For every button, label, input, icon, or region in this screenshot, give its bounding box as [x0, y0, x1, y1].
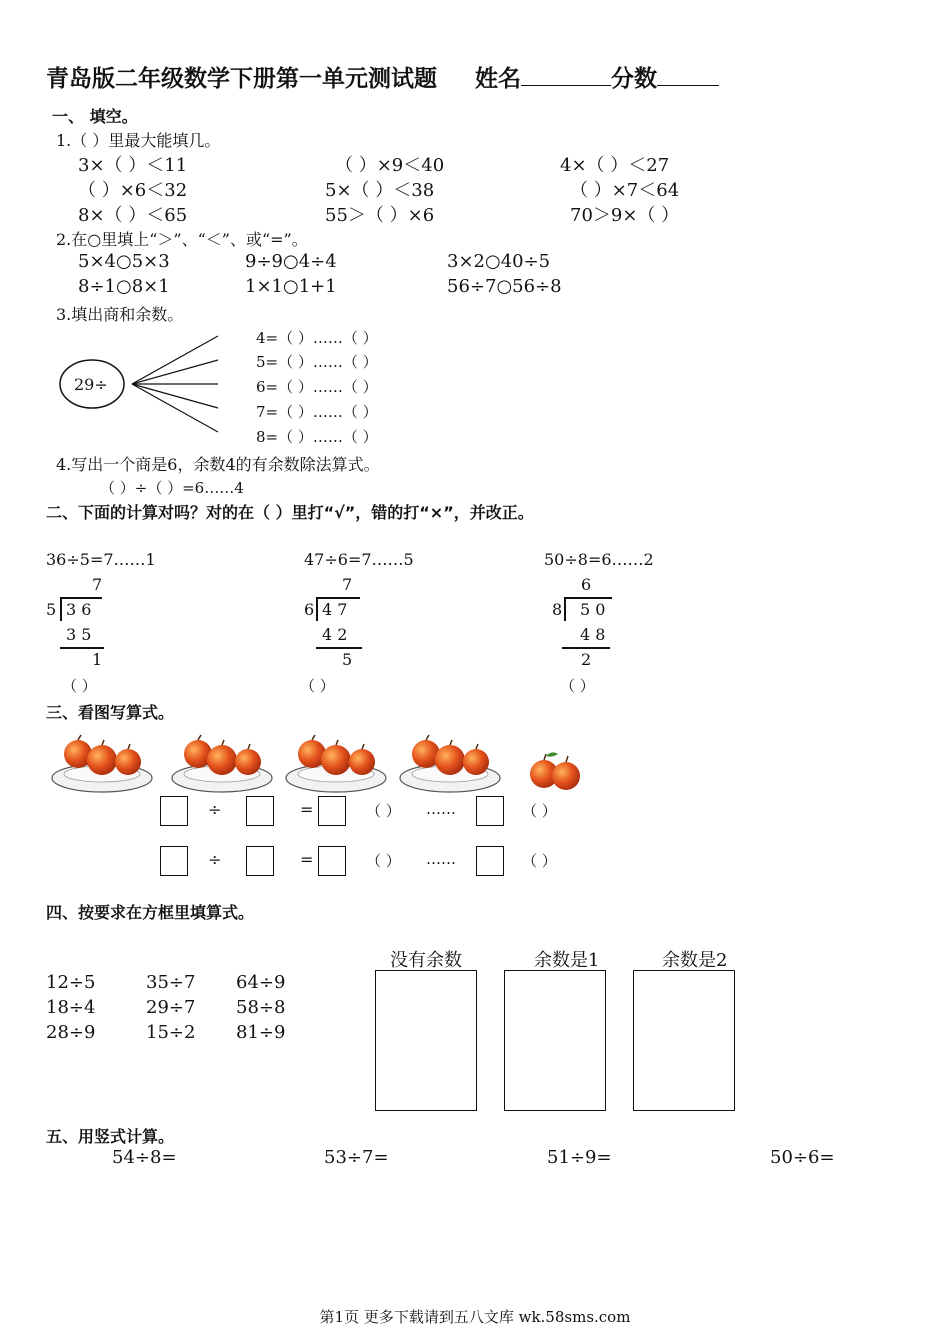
q1-item: 55＞（ ）×6	[325, 205, 435, 226]
q1-item: 3×（ ）＜11	[78, 155, 188, 176]
answer-box-divisor[interactable]	[246, 846, 274, 876]
division-bracket	[564, 597, 566, 621]
section-1-heading: 一、 填空。	[52, 107, 138, 126]
division-sign: ÷	[208, 850, 222, 869]
unit-paren[interactable]: （ ）	[522, 802, 557, 820]
division-quotient: 7	[342, 575, 353, 594]
q2-item: 9÷9○4÷4	[245, 251, 337, 272]
section-5-heading: 五、用竖式计算。	[46, 1127, 175, 1146]
apple-plates-illustration	[50, 728, 590, 800]
remainder-dots: ……	[426, 800, 456, 818]
section-3-heading: 三、看图写算式。	[46, 703, 175, 722]
box-label-remainder-2: 余数是2	[662, 950, 728, 971]
expression-item: 28÷9	[46, 1022, 96, 1043]
q3-branch-line	[132, 336, 218, 384]
answer-paren[interactable]: （ ）	[560, 677, 595, 695]
q3-label: 3.填出商和余数。	[56, 305, 184, 324]
q3-item: 8=（ ）……（ ）	[256, 428, 378, 446]
division-divisor: 8	[552, 600, 563, 619]
name-blank[interactable]	[521, 83, 611, 86]
division-quotient: 6	[581, 575, 592, 594]
division-bracket	[60, 597, 62, 621]
q2-item: 1×1○1+1	[245, 276, 337, 297]
plate-of-apples-3	[286, 735, 386, 792]
answer-box-divisor[interactable]	[246, 796, 274, 826]
expression-item: 81÷9	[236, 1022, 286, 1043]
q1-item: 70＞9×（ ）	[570, 205, 680, 226]
answer-box-quotient[interactable]	[318, 796, 346, 826]
division-dividend: 5 0	[580, 600, 606, 619]
q2-label: 2.在○里填上“＞”、“＜”、或“=”。	[56, 230, 308, 249]
title-text: 青岛版二年级数学下册第一单元测试题	[46, 66, 437, 92]
expression-item: 29÷7	[146, 997, 196, 1018]
q1-item: （ ）×7＜64	[570, 180, 680, 201]
division-dividend: 3 6	[66, 600, 92, 619]
q1-item: （ ）×9＜40	[335, 155, 445, 176]
q3-item: 5=（ ）……（ ）	[256, 353, 378, 371]
expression-item: 35÷7	[146, 972, 196, 993]
page-footer: 第1页 更多下载请到五八文库 wk.58sms.com	[319, 1308, 631, 1326]
remainder-dots: ……	[426, 850, 456, 868]
expression-item: 12÷5	[46, 972, 96, 993]
division-quotient: 7	[92, 575, 103, 594]
division-divisor: 5	[46, 600, 57, 619]
division-bar	[316, 597, 360, 599]
unit-paren[interactable]: （ ）	[366, 802, 401, 820]
score-label: 分数	[611, 66, 658, 92]
q2-item: 3×2○40÷5	[447, 251, 551, 272]
q3-branch-line	[132, 384, 218, 432]
division-bracket	[316, 597, 318, 621]
division-product: 3 5	[66, 625, 92, 644]
answer-box-remainder[interactable]	[476, 796, 504, 826]
answer-paren[interactable]: （ ）	[62, 677, 97, 695]
box-label-no-remainder: 没有余数	[390, 950, 462, 971]
q3-branch-line	[132, 384, 218, 408]
division-bar	[60, 597, 102, 599]
answer-box-remainder[interactable]	[476, 846, 504, 876]
vertical-calc-problem: 54÷8=	[112, 1147, 177, 1168]
division-expression: 50÷8=6……2	[544, 550, 654, 569]
box-label-remainder-1: 余数是1	[534, 950, 600, 971]
q2-item: 5×4○5×3	[78, 251, 170, 272]
page-title	[46, 60, 719, 93]
section-2-heading: 二、下面的计算对吗？对的在（ ）里打“√”，错的打“×”，并改正。	[46, 503, 534, 522]
q1-item: 8×（ ）＜65	[78, 205, 188, 226]
q2-item: 56÷7○56÷8	[447, 276, 562, 297]
subtraction-line	[316, 647, 362, 649]
subtraction-line	[60, 647, 104, 649]
answer-paren[interactable]: （ ）	[300, 677, 335, 695]
plate-of-apples-1	[52, 735, 152, 792]
unit-paren[interactable]: （ ）	[522, 852, 557, 870]
q4-expression: （ ）÷（ ）=6……4	[100, 479, 244, 497]
leftover-apples	[530, 752, 580, 790]
division-expression: 36÷5=7……1	[46, 550, 156, 569]
equals-sign: =	[300, 850, 314, 869]
q1-item: 5×（ ）＜38	[325, 180, 435, 201]
q3-item: 7=（ ）……（ ）	[256, 403, 378, 421]
division-remainder: 5	[342, 650, 353, 669]
expression-item: 18÷4	[46, 997, 96, 1018]
division-bar	[564, 597, 612, 599]
q2-item: 8÷1○8×1	[78, 276, 170, 297]
plate-of-apples-4	[400, 735, 500, 792]
division-dividend: 4 7	[322, 600, 348, 619]
answer-box-dividend[interactable]	[160, 796, 188, 826]
subtraction-line	[562, 647, 610, 649]
answer-box-no-remainder[interactable]	[375, 970, 477, 1111]
score-blank[interactable]	[657, 83, 719, 86]
division-product: 4 2	[322, 625, 348, 644]
equals-sign: =	[300, 800, 314, 819]
q3-item: 4=（ ）……（ ）	[256, 329, 378, 347]
division-remainder: 2	[581, 650, 592, 669]
vertical-calc-problem: 51÷9=	[547, 1147, 612, 1168]
answer-box-remainder-2[interactable]	[633, 970, 735, 1111]
q3-center-text: 29÷	[74, 375, 108, 394]
division-remainder: 1	[92, 650, 103, 669]
answer-box-quotient[interactable]	[318, 846, 346, 876]
q1-item: 4×（ ）＜27	[560, 155, 670, 176]
division-sign: ÷	[208, 800, 222, 819]
expression-item: 58÷8	[236, 997, 286, 1018]
division-product: 4 8	[580, 625, 606, 644]
q4-label: 4.写出一个商是6，余数4的有余数除法算式。	[56, 455, 380, 474]
q1-label: 1.（ ）里最大能填几。	[56, 131, 221, 150]
expression-item: 64÷9	[236, 972, 286, 993]
vertical-calc-problem: 50÷6=	[770, 1147, 835, 1168]
plate-of-apples-2	[172, 735, 272, 792]
vertical-calc-problem: 53÷7=	[324, 1147, 389, 1168]
division-expression: 47÷6=7……5	[304, 550, 414, 569]
q3-item: 6=（ ）……（ ）	[256, 378, 378, 396]
answer-box-remainder-1[interactable]	[504, 970, 606, 1111]
unit-paren[interactable]: （ ）	[366, 852, 401, 870]
expression-item: 15÷2	[146, 1022, 196, 1043]
q3-branch-line	[132, 360, 218, 384]
section-4-heading: 四、按要求在方框里填算式。	[46, 903, 255, 922]
division-divisor: 6	[304, 600, 315, 619]
q1-item: （ ）×6＜32	[78, 180, 188, 201]
answer-box-dividend[interactable]	[160, 846, 188, 876]
name-label: 姓名	[475, 66, 522, 92]
